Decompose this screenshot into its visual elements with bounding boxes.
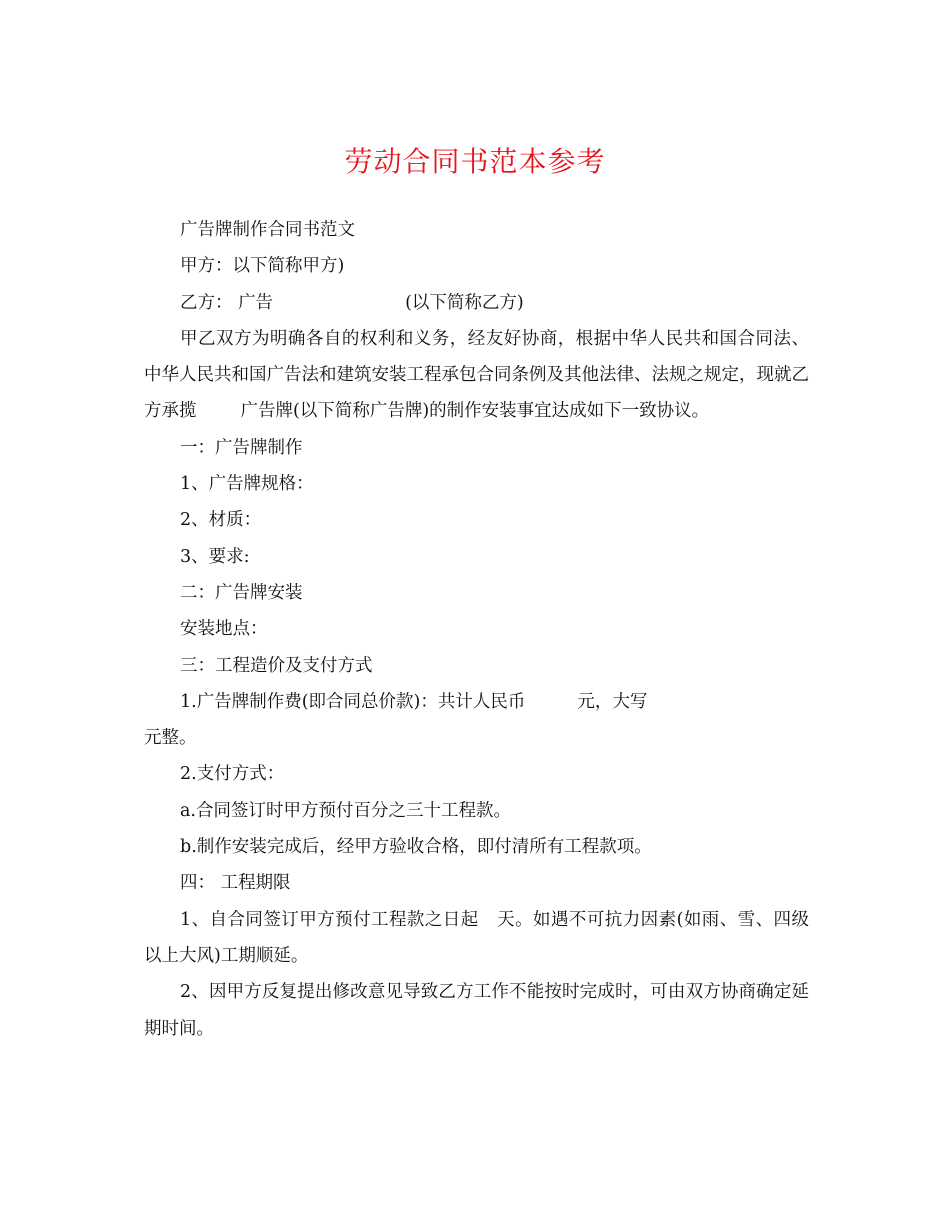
term2-paragraph: 2、因甲方反复提出修改意见导致乙方工作不能按时完成时，可由双方协商确定延期时间。 — [144, 982, 809, 1039]
party-a-line: 甲方：以下简称甲方) — [180, 256, 345, 277]
section4-title: 四： 工程期限 — [180, 873, 291, 894]
payment-a: a.合同签订时甲方预付百分之三十工程款。 — [180, 800, 511, 821]
party-b-prefix: 乙方： 广告 — [180, 292, 274, 313]
party-b-suffix: (以下简称乙方) — [405, 292, 524, 313]
price-total: 元整。 — [144, 728, 197, 749]
term1-part2: 天。如遇不可抗力因素(如雨、雪、四级以上大风)工期顺延。 — [144, 909, 810, 966]
item1-requirement: 3、要求: — [180, 546, 250, 567]
intro-paragraph — [144, 321, 809, 430]
term1-paragraph — [144, 902, 809, 975]
intro-part1: 甲乙双方为明确各自的权利和义务，经友好协商，根据中华人民共和国合同法、中华人民共和国广告法和建筑安装工程承包合同条例及其他法律、法规之规定，现就乙方承揽 — [144, 328, 809, 422]
document-body — [144, 212, 809, 1047]
party-b-line — [144, 285, 809, 321]
item1-spec: 1、广告牌规格： — [180, 474, 314, 495]
price-part1: 1.广告牌制作费(即合同总价款)：共计人民币 — [180, 691, 526, 712]
section3-title: 三：工程造价及支付方式 — [180, 655, 373, 676]
price-line — [144, 684, 809, 720]
price-part2: 元，大写 — [577, 691, 648, 712]
intro-part2: 广告牌(以下简称广告牌)的制作安装事宜达成如下一致协议。 — [240, 401, 710, 422]
payment-b: b.制作安装完成后，经甲方验收合格，即付清所有工程款项。 — [180, 837, 652, 858]
install-location: 安装地点： — [180, 619, 268, 640]
section1-title: 一：广告牌制作 — [180, 437, 303, 458]
section2-title: 二：广告牌安装 — [180, 582, 303, 603]
document-title: 劳动合同书范本参考 — [344, 145, 606, 178]
term1-part1: 1、自合同签订甲方预付工程款之日起 — [180, 909, 479, 930]
item1-material: 2、材质： — [180, 510, 262, 531]
payment-method: 2.支付方式： — [180, 764, 285, 785]
doc-subtitle: 广告牌制作合同书范文 — [180, 220, 355, 240]
